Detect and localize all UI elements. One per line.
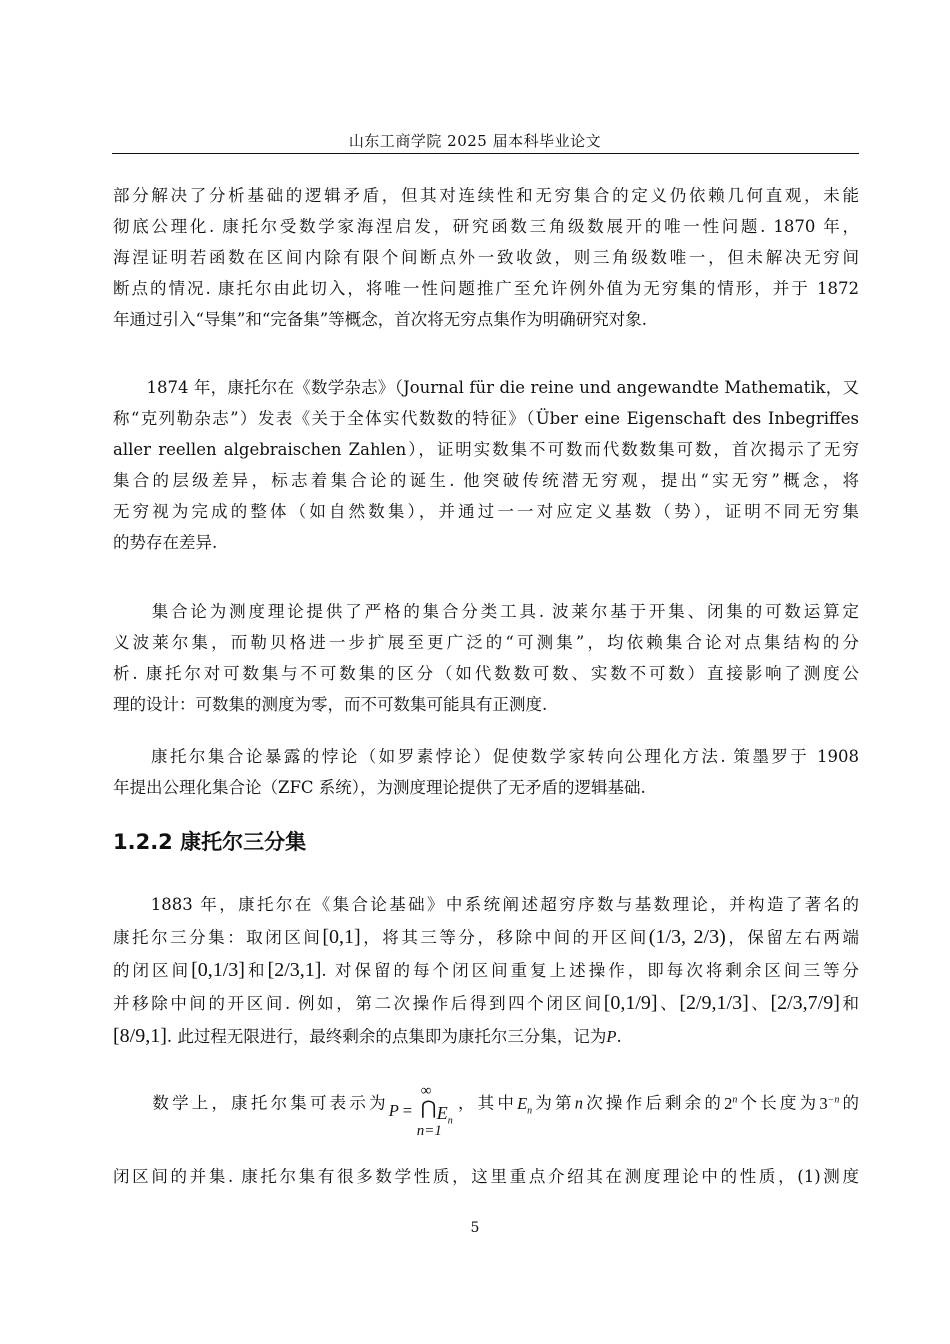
page-number: 5 (470, 1220, 480, 1236)
text-line: 的势存在差异. (113, 533, 218, 552)
symbol-e-n: $E_n$ (517, 1093, 533, 1116)
text-line: 年提出公理化集合论（ZFC 系统），为测度理论提供了无矛盾的逻辑基础. (113, 778, 646, 797)
text-span: 个长度为 (737, 1093, 820, 1113)
text-line: 1874 年，康托尔在《数学杂志》（Journal für die reine und angewandte Mathematik，又 (113, 378, 859, 397)
text-span: 、 (748, 994, 771, 1013)
text-line: 集合论为测度理论提供了严格的集合分类工具. 波莱尔基于开集、闭集的可数运算定 (113, 602, 859, 621)
text-span: 和 (839, 994, 860, 1013)
header-rule (112, 153, 859, 154)
text-span: . (616, 1027, 622, 1046)
paragraph-4 (113, 741, 859, 803)
paragraph-6 (113, 1076, 859, 1194)
symbol-2n: 2$^n$ (724, 1093, 738, 1113)
text-span: 并移除中间的开区间. 例如，第二次操作后得到四个闭区间 (113, 994, 604, 1013)
text-line (113, 1020, 859, 1053)
formula-lower-index: n=1 (416, 1123, 442, 1139)
interval-step2-3: [2/3,7/9] (770, 992, 840, 1014)
text-line: 无穷视为完成的整体（如自然数集），并通过一一对应定义基数（势），证明不同无穷集 (113, 502, 859, 521)
text-line: 年通过引入“导集”和“完备集”等概念，首次将无穷点集作为明确研究对象. (113, 310, 647, 329)
text-span: ，将其三等分，移除中间的开区间 (360, 928, 649, 947)
interval-right: [2/3,1] (267, 959, 322, 981)
intersection-icon: ⋂ (420, 1098, 437, 1119)
symbol-3-neg-n: $3^{-n}$ (819, 1093, 840, 1113)
text-line (113, 954, 859, 987)
formula-infinity: ∞ (420, 1083, 432, 1099)
text-line (113, 921, 859, 954)
section-heading: 1.2.2 康托尔三分集 (113, 830, 307, 854)
text-span: 的 (839, 1093, 860, 1113)
paragraph-1 (113, 180, 859, 335)
formula-p: P (388, 1101, 399, 1120)
text-line: 部分解决了分析基础的逻辑矛盾，但其对连续性和无穷集合的定义仍依赖几何直观，未能 (113, 186, 859, 205)
text-span: . 对保留的每个闭区间重复上述操作，即每次将剩余区间三等分 (321, 961, 859, 980)
text-span: 次操作后剩余的 (583, 1093, 725, 1113)
set-symbol-p: P (606, 1027, 617, 1046)
text-line: 1883 年，康托尔在《集合论基础》中系统阐述超穷序数与基数理论，并构造了著名的 (113, 895, 859, 914)
running-header: 山东工商学院 2025 届本科毕业论文 (348, 132, 602, 150)
interval-step2-2: [2/9,1/3] (679, 992, 749, 1014)
text-span: 数学上，康托尔集可表示为 (113, 1093, 389, 1113)
text-line: 称“克列勒杂志”）发表《关于全体实代数数的特征》（Über eine Eigenschaft des Inbegriffes (113, 409, 859, 428)
text-line: 理的设计：可数集的测度为零，而不可数集可能具有正测度. (113, 695, 548, 714)
interval-left: [0,1/3] (191, 959, 245, 981)
paragraph-5 (113, 888, 859, 1053)
text-line: 义波莱尔集，而勒贝格进一步扩展至更广泛的“可测集”，均依赖集合论对点集结构的分 (113, 633, 859, 652)
text-line: 彻底公理化. 康托尔受数学家海涅启发，研究函数三角级数展开的唯一性问题. 1870 年， (113, 217, 859, 236)
text-line (113, 1076, 859, 1138)
text-line: 海涅证明若函数在区间内除有限个间断点外一致收敛，则三角级数唯一，但未解决无穷间 (113, 248, 859, 267)
text-span: . 此过程无限进行，最终剩余的点集即为康托尔三分集，记为 (166, 1027, 607, 1046)
interval-0-1: [0,1] (322, 926, 361, 948)
text-span: 的闭区间 (113, 961, 192, 980)
interval-step2-1: [0,1/9] (603, 992, 658, 1014)
interval-middle-open: (1/3, 2/3) (648, 926, 726, 948)
paragraph-3 (113, 596, 859, 720)
text-span: 康托尔三分集：取闭区间 (113, 928, 323, 947)
paragraph-2 (113, 372, 859, 558)
text-span: 和 (244, 961, 268, 980)
text-line: 闭区间的并集. 康托尔集有很多数学性质，这里重点介绍其在测度理论中的性质，(1)测度 (113, 1167, 859, 1186)
text-line: 断点的情况. 康托尔由此切入，将唯一性问题推广至允许例外值为无穷集的情形，并于 1872 (113, 279, 859, 298)
text-line: aller reellen algebraischen Zahlen），证明实数集不可数而代数数集可数，首次揭示了无穷 (113, 440, 859, 459)
text-line (113, 987, 859, 1020)
symbol-n: n (574, 1093, 583, 1113)
text-line: 康托尔集合论暴露的悖论（如罗素悖论）促使数学家转向公理化方法. 策墨罗于 1908 (113, 747, 859, 766)
interval-step2-4: [8/9,1] (113, 1025, 167, 1047)
cantor-set-formula (388, 1076, 455, 1139)
text-span: 、 (657, 994, 680, 1013)
text-span: ，保留左右两端 (725, 928, 860, 947)
text-line: 集合的层级差异，标志着集合论的诞生. 他突破传统潜无穷观，提出“实无穷”概念，将 (113, 471, 859, 490)
text-line: 析. 康托尔对可数集与不可数集的区分（如代数数可数、实数不可数）直接影响了测度公 (113, 664, 859, 683)
formula-equals: = (402, 1101, 413, 1120)
text-span: 为第 (532, 1093, 575, 1113)
formula-e: $E_n$ (436, 1103, 453, 1127)
text-span: ，其中 (454, 1093, 518, 1113)
